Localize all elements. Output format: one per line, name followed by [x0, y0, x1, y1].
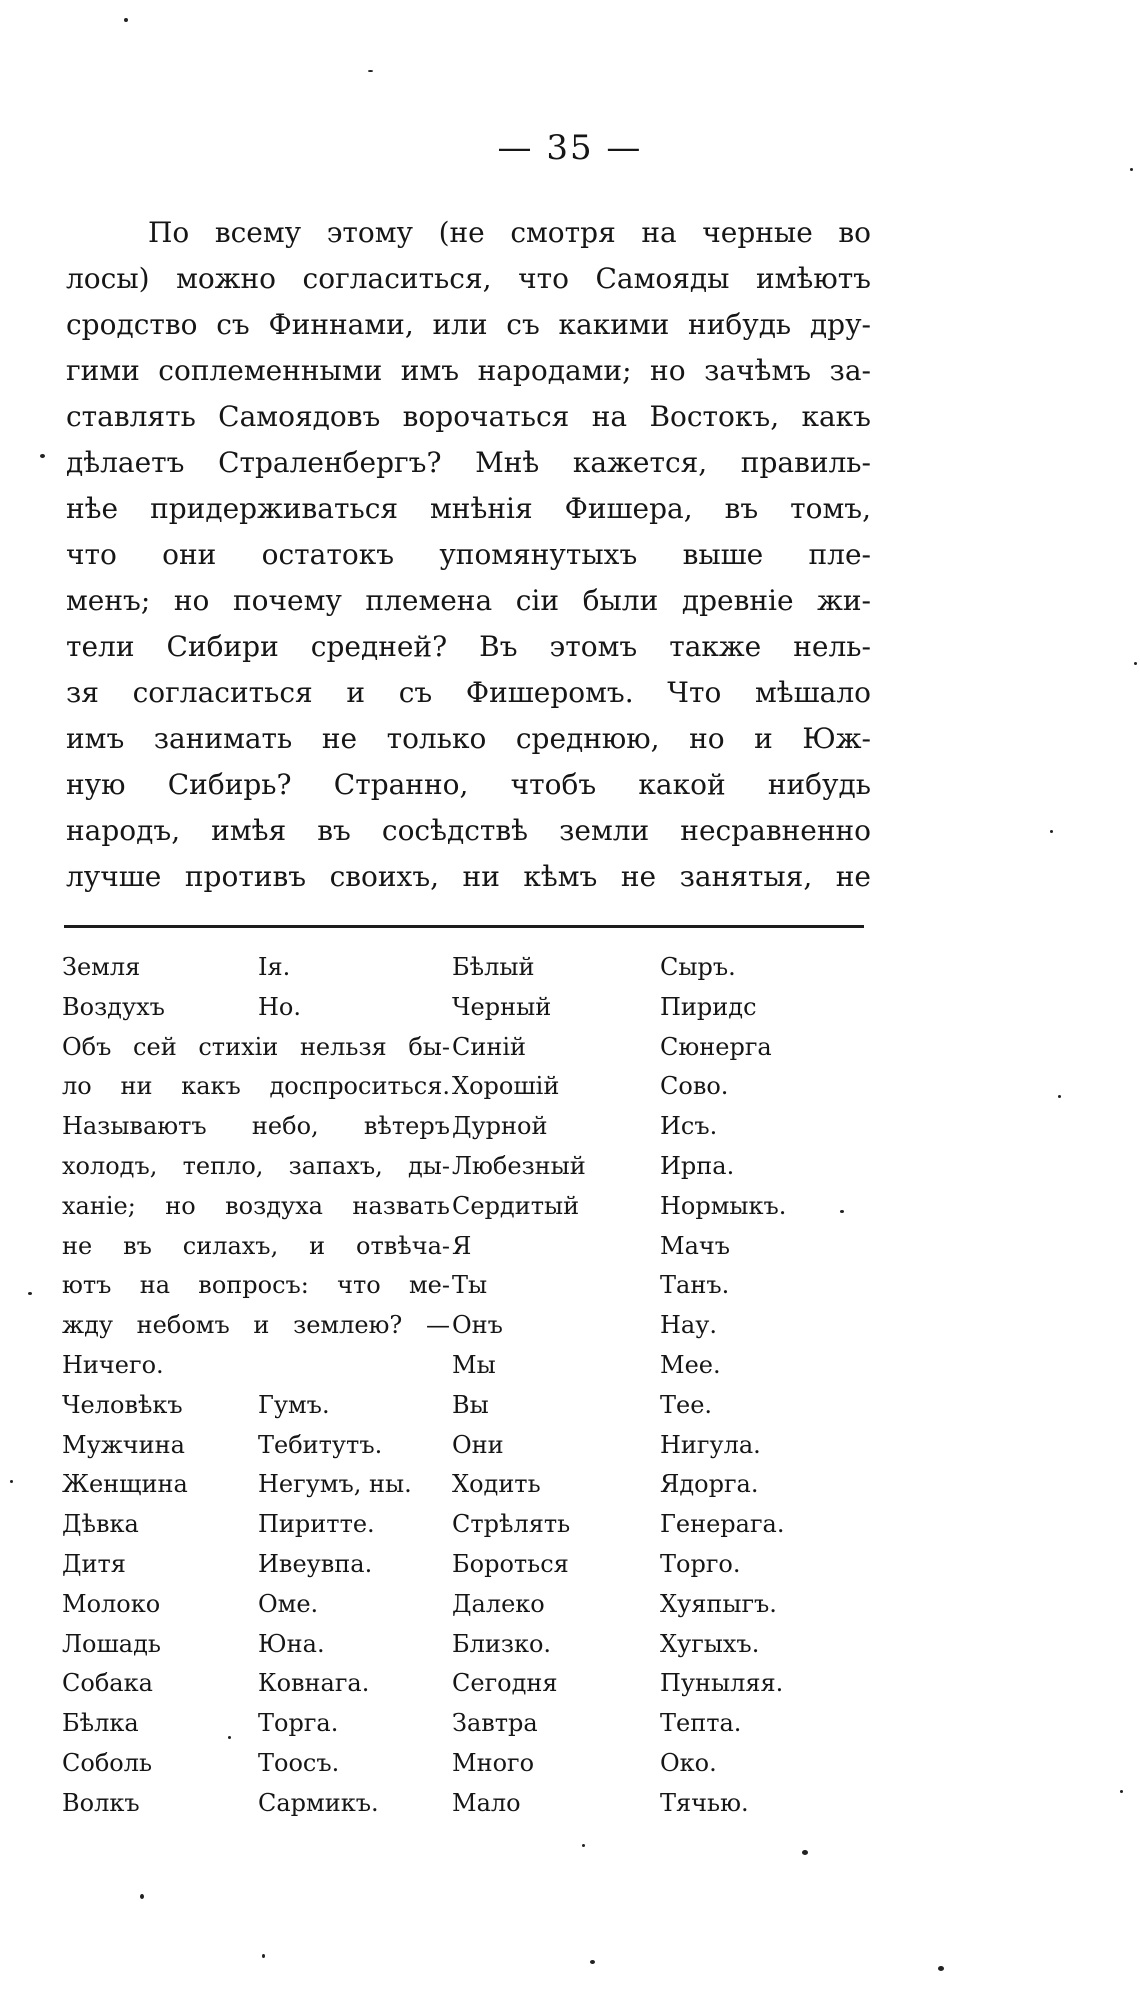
samoyed-word: Пиридс	[660, 992, 757, 1021]
vocab-row	[62, 988, 882, 1028]
text-line: народъ, имѣя въ сосѣдствѣ земли несравненно	[66, 814, 871, 847]
note-text: не въ силахъ, и отвѣча-	[62, 1231, 450, 1260]
vocab-row	[62, 1744, 882, 1784]
russian-word: Соболь	[62, 1748, 153, 1777]
samoyed-word: Тепта.	[660, 1709, 742, 1738]
scan-speck	[10, 1480, 13, 1483]
russian-word: Стрѣлять	[452, 1510, 571, 1539]
scan-speck	[28, 1292, 32, 1295]
russian-word: Близко.	[452, 1629, 552, 1658]
russian-word: Вы	[452, 1390, 489, 1419]
samoyed-word: Но.	[258, 992, 302, 1021]
samoyed-word: Тебитутъ.	[258, 1430, 383, 1459]
vocab-row	[62, 1067, 882, 1107]
text-line: ную Сибирь? Странно, чтобъ какой нибудь	[66, 768, 871, 801]
text-line: гими соплеменными имъ народами; но зачѣмъ за-	[66, 354, 871, 387]
samoyed-word: Исъ.	[660, 1112, 718, 1141]
note-text: Объ сей стихіи нельзя бы-	[62, 1032, 450, 1061]
text-line: что они остатокъ упомянутыхъ выше пле-	[66, 538, 871, 571]
text-line: По всему этому (не смотря на черные во	[148, 216, 871, 249]
samoyed-word: Торга.	[258, 1709, 339, 1738]
samoyed-word: Сыръ.	[660, 953, 736, 981]
samoyed-word: Танъ.	[660, 1271, 730, 1300]
russian-word: Собака	[62, 1669, 153, 1698]
scan-speck	[124, 18, 128, 22]
samoyed-word: Сово.	[660, 1072, 729, 1101]
samoyed-word: Хуяпыгъ.	[660, 1589, 777, 1618]
scan-speck	[1130, 168, 1133, 171]
samoyed-word: Нау.	[660, 1311, 717, 1340]
scan-speck	[938, 1966, 944, 1971]
note-text: ютъ на вопросъ: что ме-	[62, 1271, 450, 1300]
samoyed-word: Мачъ	[660, 1231, 731, 1260]
vocab-row	[62, 1187, 882, 1227]
vocab-row	[62, 1028, 882, 1068]
russian-word: Бороться	[452, 1549, 569, 1578]
russian-word: Молоко	[62, 1589, 161, 1618]
vocab-row	[62, 1227, 882, 1267]
russian-word: Бѣлка	[62, 1709, 139, 1738]
vocab-row	[62, 1386, 882, 1426]
russian-word: Черный	[452, 992, 552, 1021]
scan-speck	[1050, 830, 1053, 833]
russian-word: Ходить	[452, 1470, 541, 1499]
russian-word: Сердитый	[452, 1191, 580, 1220]
samoyed-word: Ивеувпа.	[258, 1549, 373, 1578]
text-line: тели Сибири средней? Въ этомъ также нель-	[66, 630, 871, 663]
russian-word: Человѣкъ	[62, 1390, 183, 1419]
separator-rule	[64, 925, 864, 928]
russian-word: Они	[452, 1430, 504, 1459]
russian-word: Бѣлый	[452, 953, 535, 981]
samoyed-word: Негумъ, ны.	[258, 1470, 412, 1499]
scan-speck	[582, 1844, 585, 1847]
russian-word: Дѣвка	[62, 1510, 139, 1539]
samoyed-word: Ковнага.	[258, 1669, 370, 1698]
text-line: нѣе придерживаться мнѣнія Фишера, въ томъ,	[66, 492, 871, 525]
russian-word: Мы	[452, 1350, 496, 1379]
vocab-row	[62, 1266, 882, 1306]
samoyed-word: Тее.	[660, 1390, 713, 1419]
samoyed-word: Торго.	[660, 1549, 741, 1578]
russian-word: Земля	[62, 953, 141, 981]
vocab-row	[62, 1505, 882, 1545]
samoyed-word: Генерага.	[660, 1510, 785, 1539]
russian-word: Мало	[452, 1788, 521, 1817]
note-text: холодъ, тепло, запахъ, ды-	[62, 1151, 450, 1180]
russian-word: Сегодня	[452, 1669, 558, 1698]
samoyed-word: Тоосъ.	[258, 1748, 340, 1777]
samoyed-word: Iя.	[258, 953, 291, 981]
page-number: — 35 —	[497, 128, 643, 168]
text-line: сродство съ Финнами, или съ какими нибудь дру-	[66, 308, 871, 341]
vocabulary-list	[62, 948, 882, 1824]
note-text: Называютъ небо, вѣтеръ	[62, 1112, 450, 1141]
vocab-row	[62, 1664, 882, 1704]
russian-word: Воздухъ	[62, 992, 165, 1021]
russian-word: Онъ	[452, 1311, 503, 1340]
samoyed-word: Пиритте.	[258, 1510, 375, 1539]
russian-word: Дитя	[62, 1549, 126, 1578]
samoyed-word: Сармикъ.	[258, 1788, 379, 1817]
russian-word: Дурной	[452, 1112, 548, 1141]
samoyed-word: Оме.	[258, 1589, 319, 1618]
russian-word: Хорошій	[452, 1072, 560, 1101]
russian-word: Волкъ	[62, 1788, 140, 1817]
samoyed-word: Ирпа.	[660, 1151, 735, 1180]
vocab-row	[62, 1784, 882, 1824]
russian-word: Много	[452, 1748, 535, 1777]
samoyed-word: Ядорга.	[660, 1470, 759, 1499]
scan-speck	[590, 1960, 595, 1964]
russian-word: Любезный	[452, 1151, 586, 1180]
scan-speck	[228, 1736, 231, 1739]
samoyed-word: Нигула.	[660, 1430, 761, 1459]
scan-speck	[802, 1850, 808, 1855]
samoyed-word: Юна.	[258, 1629, 325, 1658]
scan-speck	[140, 1894, 144, 1899]
text-line: лучше противъ своихъ, ни кѣмъ не занятыя, не	[66, 860, 871, 893]
text-line: дѣлаетъ Страленбергъ? Мнѣ кажется, правиль-	[66, 446, 871, 479]
scan-speck	[1058, 1095, 1061, 1098]
russian-word: Ничего.	[62, 1350, 164, 1379]
vocab-row	[62, 1346, 882, 1386]
russian-word: Ты	[452, 1271, 488, 1300]
scan-speck	[262, 1954, 265, 1958]
vocab-row	[62, 1107, 882, 1147]
vocab-row	[62, 1426, 882, 1466]
scan-speck	[40, 454, 45, 458]
vocab-row	[62, 1704, 882, 1744]
text-line: лосы) можно согласиться, что Самояды имѣютъ	[66, 262, 871, 295]
russian-word: Женщина	[62, 1470, 188, 1499]
vocab-row	[62, 1545, 882, 1585]
russian-word: Мужчина	[62, 1430, 185, 1459]
samoyed-word: Гумъ.	[258, 1390, 330, 1419]
note-text: ло ни какъ доспроситься.	[62, 1072, 450, 1101]
vocab-row	[62, 1585, 882, 1625]
vocab-row	[62, 1147, 882, 1187]
samoyed-word: Пуныляя.	[660, 1669, 784, 1698]
russian-word: Лошадь	[62, 1629, 161, 1658]
vocab-row	[62, 1465, 882, 1505]
note-text: жду небомъ и землею? —	[62, 1311, 450, 1340]
samoyed-word: Око.	[660, 1748, 717, 1777]
note-text: ханіе; но воздуха назвать	[62, 1191, 450, 1220]
main-paragraph	[66, 210, 871, 900]
russian-word: Я	[452, 1231, 472, 1260]
samoyed-word: Сюнерга	[660, 1032, 772, 1061]
scan-speck	[368, 70, 373, 72]
text-line: зя согласиться и съ Фишеромъ. Что мѣшало	[66, 676, 871, 709]
scan-speck	[1134, 662, 1137, 665]
russian-word: Далеко	[452, 1589, 545, 1618]
vocab-row	[62, 1625, 882, 1665]
text-line: ставлять Самоядовъ ворочаться на Востокъ, какъ	[66, 400, 871, 433]
samoyed-word: Хугыхъ.	[660, 1629, 760, 1658]
vocab-row	[62, 1306, 882, 1346]
vocab-row	[62, 948, 882, 988]
text-line: менъ; но почему племена сіи были древніе жи-	[66, 584, 871, 617]
samoyed-word: Нормыкъ.	[660, 1191, 787, 1220]
samoyed-word: Тячью.	[660, 1788, 749, 1817]
russian-word: Синій	[452, 1032, 527, 1061]
samoyed-word: Мее.	[660, 1350, 721, 1379]
scan-speck	[1120, 1790, 1123, 1793]
scan-speck	[840, 1210, 844, 1213]
russian-word: Завтра	[452, 1709, 538, 1738]
text-line: имъ занимать не только среднюю, но и Юж-	[66, 722, 871, 755]
